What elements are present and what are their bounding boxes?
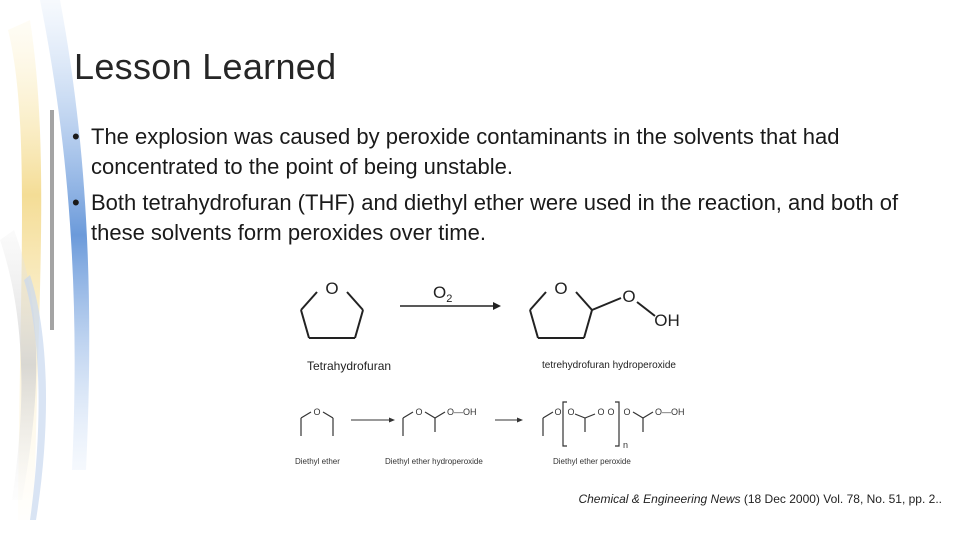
peroxide-oxygen-label: O <box>567 407 575 417</box>
reaction-figure <box>285 268 705 473</box>
bullet-glyph: • <box>72 190 80 215</box>
hp-group-label: O—OH <box>447 407 477 417</box>
citation <box>578 492 942 506</box>
reagent-label: $O_2$ <box>433 283 453 305</box>
slide-title: Lesson Learned <box>74 46 337 87</box>
reaction-arrow <box>351 418 395 423</box>
bullet-item <box>72 188 932 248</box>
thf-oxygen-label: O <box>325 279 339 298</box>
ether-oxygen-label: O <box>313 407 321 417</box>
peroxide-oxygen-label: O <box>597 407 605 417</box>
diethyl-ether-caption: Diethyl ether <box>295 457 340 466</box>
reaction-arrow <box>495 418 523 423</box>
bullet-text: The explosion was caused by peroxide contaminants in the solvents that had concentrated to the point of being unstable. <box>91 124 840 179</box>
ring-oxygen-label: O <box>554 279 568 298</box>
peroxide-end-group-label: O—OH <box>655 407 685 417</box>
hydroxyl-label: OH <box>654 311 680 330</box>
thf-caption: Tetrahydrofuran <box>307 359 392 373</box>
bullet-glyph: • <box>72 124 80 149</box>
ether-peroxide-caption: Diethyl ether peroxide <box>553 457 631 466</box>
citation-details: (18 Dec 2000) Vol. 78, No. 51, pp. 2.. <box>740 492 942 506</box>
peroxide-oxygen-label: O <box>554 407 562 417</box>
peroxide-oxygen-label: O <box>622 287 636 306</box>
thf-hydroperoxide-structure <box>530 292 655 338</box>
citation-journal: Chemical & Engineering News <box>578 492 741 506</box>
thf-hydroperoxide-caption: tetrehydrofuran hydroperoxide <box>542 360 676 371</box>
peroxide-oxygen-label: O <box>607 407 615 417</box>
ether-hydroperoxide-structure <box>403 412 445 436</box>
thf-structure <box>301 292 363 338</box>
hp-ether-oxygen-label: O <box>415 407 423 417</box>
repeat-unit-label: n <box>623 440 629 450</box>
peroxide-oxygen-label: O <box>623 407 631 417</box>
bullet-list <box>72 122 932 254</box>
ether-hydroperoxide-caption: Diethyl ether hydroperoxide <box>385 457 483 466</box>
bullet-item <box>72 122 932 182</box>
bullet-text: Both tetrahydrofuran (THF) and diethyl ether were used in the reaction, and both of these solvents form peroxides over time. <box>91 190 899 245</box>
